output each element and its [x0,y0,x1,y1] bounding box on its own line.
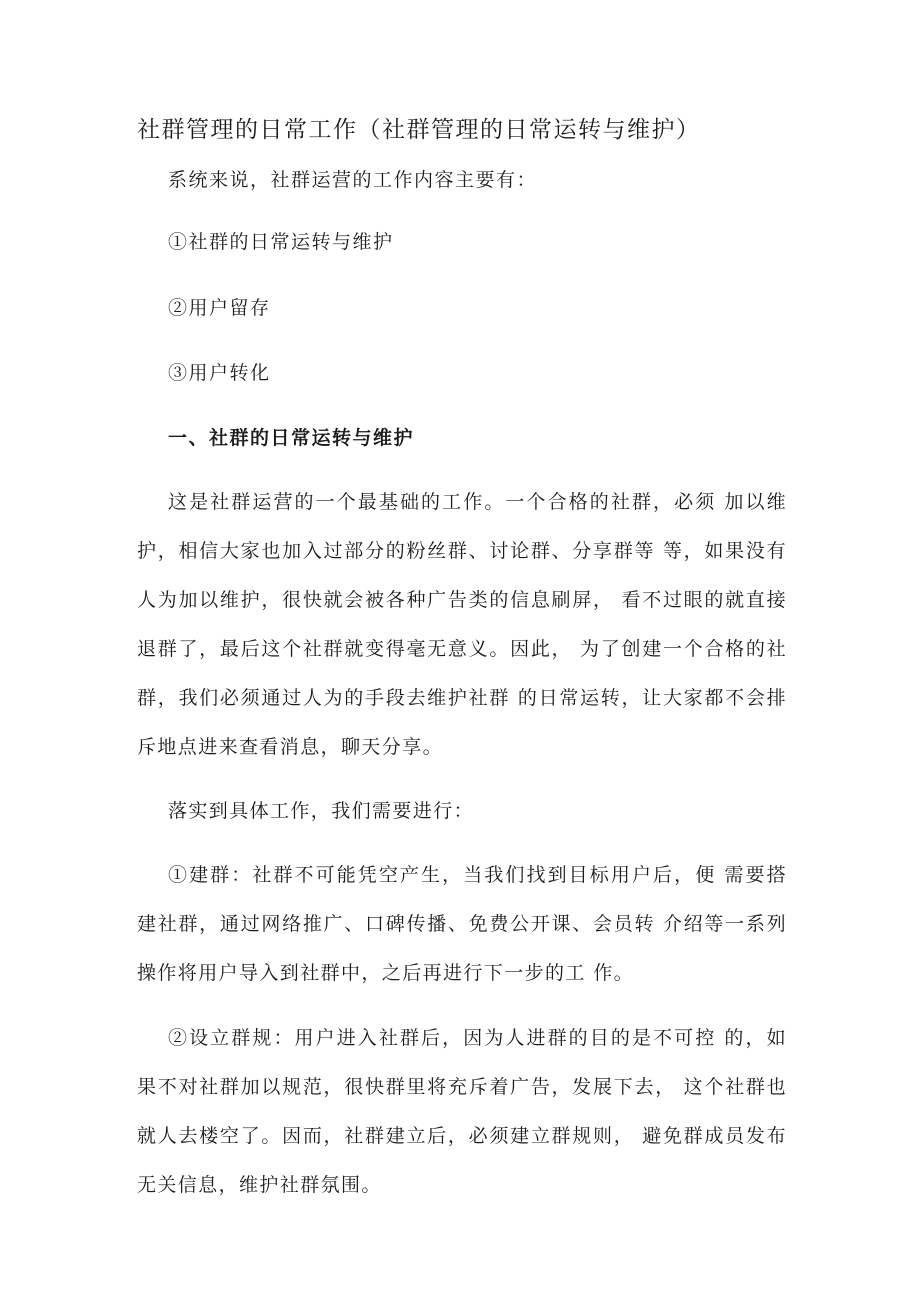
list-item: ③用户转化 [168,362,271,384]
intro-text: 系统来说，社群运营的工作内容主要有： [168,169,538,191]
document-title: 社群管理的日常工作（社群管理的日常运转与维护） [137,117,701,143]
paragraph: 落实到具体工作，我们需要进行： [168,800,475,822]
section-heading: 一、社群的日常运转与维护 [168,427,415,449]
paragraph: ②设立群规：用户进入社群后，因为人进群的目的是不可控 的，如果不对社群加以规范，很快群里将充斥着广告，发展下去， 这个社群也就人去楼空了。因而，社群建立后，必须建立群规则， 避免群成员发布无关信息，维护社群氛围。 [137,1027,787,1196]
paragraph: ①建群：社群不可能凭空产生，当我们找到目标用户后，便 需要搭建社群，通过网络推广、口碑传播、免费公开课、会员转 介绍等一系列操作将用户导入到社群中，之后再进行下一步的工 作。 [137,864,787,984]
list-item: ①社群的日常运转与维护 [168,231,394,253]
paragraph: 这是社群运营的一个最基础的工作。一个合格的社群，必须 加以维护，相信大家也加入过部分的粉丝群、讨论群、分享群等 等，如果没有人为加以维护，很快就会被各种广告类的信息刷屏， 看不过眼的就直接退群了，最后这个社群就变得毫无意义。因此， 为了创建一个合格的社群，我们必须通过人为的手段去维护社群 的日常运转，让大家都不会排斥地点进来查看消息，聊天分享。 [137,491,787,758]
list-item: ②用户留存 [168,297,271,319]
